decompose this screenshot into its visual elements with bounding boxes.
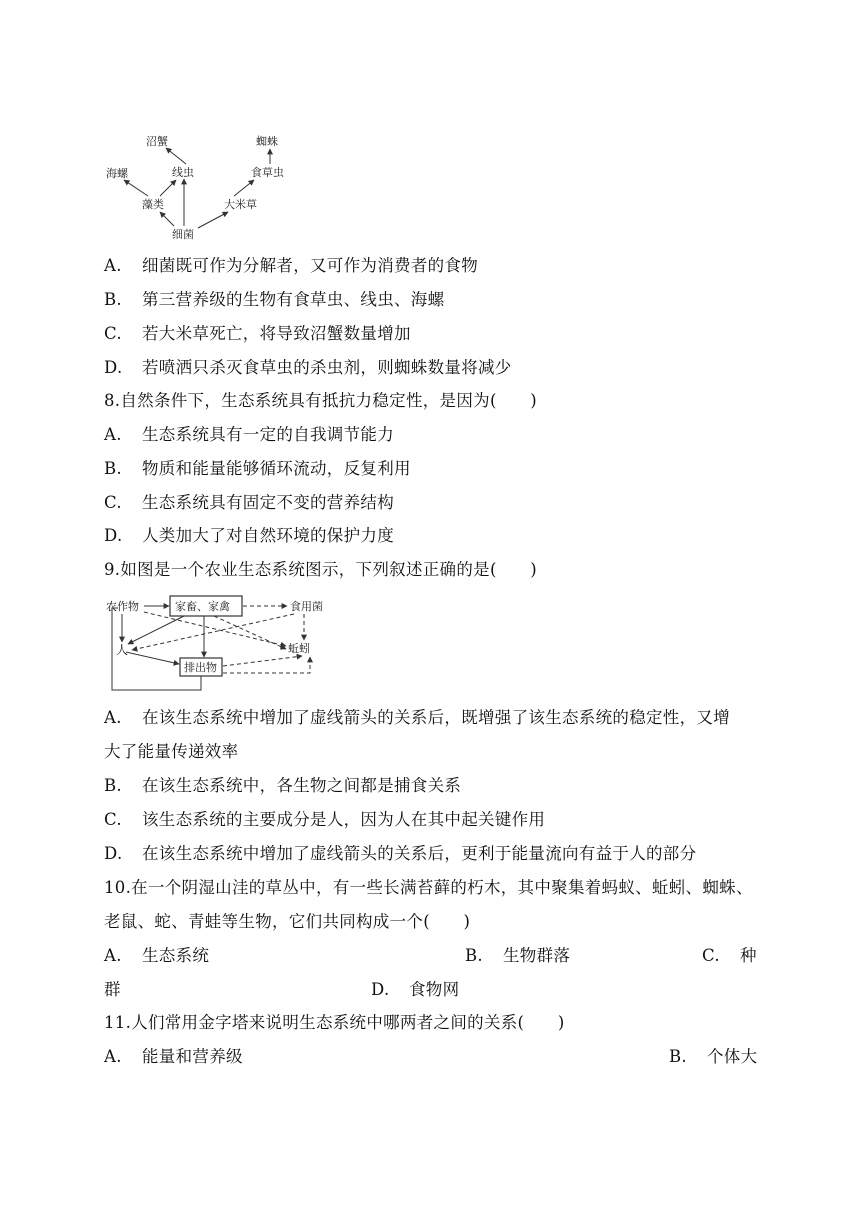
q11-option-a bbox=[104, 1047, 243, 1067]
q10-option-c bbox=[702, 946, 757, 966]
option-text: 生物群落 bbox=[503, 946, 571, 965]
option-letter: C. bbox=[104, 810, 122, 829]
node-nematode: 线虫 bbox=[172, 166, 194, 179]
q8-option-c bbox=[104, 493, 394, 513]
node-grasshopper: 食草虫 bbox=[251, 166, 284, 179]
q9-option-c bbox=[104, 810, 545, 830]
option-text: 能量和营养级 bbox=[142, 1047, 243, 1066]
option-text: 在该生态系统中，各生物之间都是捕食关系 bbox=[142, 776, 462, 795]
option-letter: B. bbox=[104, 459, 122, 478]
option-letter: A. bbox=[104, 425, 122, 444]
q10-stem-line1: 10.在一个阴湿山洼的草丛中，有一些长满苔藓的朽木，其中聚集着蚂蚁、蚯蚓、蜘蛛、 bbox=[104, 878, 753, 897]
option-letter: A. bbox=[104, 946, 122, 965]
q9-option-a-line1 bbox=[104, 708, 730, 728]
option-text: 该生态系统的主要成分是人，因为人在其中起关键作用 bbox=[142, 810, 546, 829]
q7-option-b bbox=[104, 290, 444, 310]
q9-option-d bbox=[104, 844, 696, 864]
option-text: 人类加大了对自然环境的保护力度 bbox=[142, 526, 394, 545]
q7-option-a bbox=[104, 256, 478, 276]
option-letter: C. bbox=[104, 493, 122, 512]
option-text: 若喷洒只杀灭食草虫的杀虫剂，则蜘蛛数量将减少 bbox=[142, 358, 512, 377]
option-letter: A. bbox=[104, 1047, 122, 1066]
node-earthworm: 蚯蚓 bbox=[288, 642, 310, 655]
node-livestock: 家畜、家禽 bbox=[175, 600, 230, 613]
node-snail: 海螺 bbox=[106, 167, 128, 180]
q8-option-b bbox=[104, 459, 411, 479]
option-text: 个体大 bbox=[707, 1047, 758, 1066]
option-text: 第三营养级的生物有食草虫、线虫、海螺 bbox=[142, 290, 445, 309]
node-bacteria: 细菌 bbox=[172, 228, 194, 241]
agro-ecosystem-figure bbox=[104, 594, 336, 694]
node-spider: 蜘蛛 bbox=[256, 135, 278, 148]
q8-option-d bbox=[104, 526, 394, 546]
option-letter: B. bbox=[104, 776, 122, 795]
q10-option-d bbox=[371, 980, 459, 1000]
option-letter: D. bbox=[104, 358, 123, 377]
option-letter: B. bbox=[104, 290, 122, 309]
node-crab: 沼蟹 bbox=[146, 135, 168, 148]
food-web-figure bbox=[104, 128, 304, 244]
option-letter: A. bbox=[104, 708, 122, 727]
node-human: 人 bbox=[116, 643, 129, 657]
option-text: 食物网 bbox=[409, 980, 460, 999]
option-text: 在该生态系统中增加了虚线箭头的关系后，更利于能量流向有益于人的部分 bbox=[142, 844, 697, 863]
option-text: 在该生态系统中增加了虚线箭头的关系后，既增强了该生态系统的稳定性，又增 bbox=[142, 708, 730, 727]
option-letter: D. bbox=[104, 844, 123, 863]
option-letter: D. bbox=[371, 980, 390, 999]
option-text: 生态系统 bbox=[142, 946, 210, 965]
option-text: 若大米草死亡，将导致沼蟹数量增加 bbox=[142, 324, 411, 343]
q7-option-d bbox=[104, 358, 512, 378]
q11-stem: 11.人们常用金字塔来说明生态系统中哪两者之间的关系( ) bbox=[104, 1013, 565, 1032]
q8-stem: 8.自然条件下，生态系统具有抵抗力稳定性，是因为( ) bbox=[104, 391, 538, 410]
q10-option-b bbox=[465, 946, 570, 966]
q9-stem: 9.如图是一个农业生态系统图示，下列叙述正确的是( ) bbox=[104, 560, 538, 579]
option-text: 细菌既可作为分解者，又可作为消费者的食物 bbox=[142, 256, 478, 275]
option-letter: A. bbox=[104, 256, 122, 275]
option-text: 种 bbox=[740, 946, 757, 965]
option-letter: D. bbox=[104, 526, 123, 545]
q10-stem-line2: 老鼠、蛇、青蛙等生物，它们共同构成一个( ) bbox=[104, 912, 471, 931]
option-text: 物质和能量能够循环流动，反复利用 bbox=[142, 459, 411, 478]
option-letter: C. bbox=[702, 946, 720, 965]
q9-option-a-line2: 大了能量传递效率 bbox=[104, 742, 239, 761]
option-letter: C. bbox=[104, 324, 122, 343]
option-text: 生态系统具有固定不变的营养结构 bbox=[142, 493, 394, 512]
node-cordgrass: 大米草 bbox=[224, 198, 257, 211]
node-excreta: 排出物 bbox=[184, 661, 217, 674]
q8-option-a bbox=[104, 425, 394, 445]
option-letter: B. bbox=[669, 1047, 687, 1066]
q10-option-c-cont: 群 bbox=[104, 980, 121, 999]
option-letter: B. bbox=[465, 946, 483, 965]
node-fungi: 食用菌 bbox=[290, 600, 323, 613]
option-text: 生态系统具有一定的自我调节能力 bbox=[142, 425, 394, 444]
q7-option-c bbox=[104, 324, 411, 344]
q9-option-b bbox=[104, 776, 461, 796]
q10-option-a bbox=[104, 946, 209, 966]
node-algae: 藻类 bbox=[142, 198, 164, 211]
q11-option-b bbox=[669, 1047, 757, 1067]
node-crops: 农作物 bbox=[106, 600, 139, 613]
